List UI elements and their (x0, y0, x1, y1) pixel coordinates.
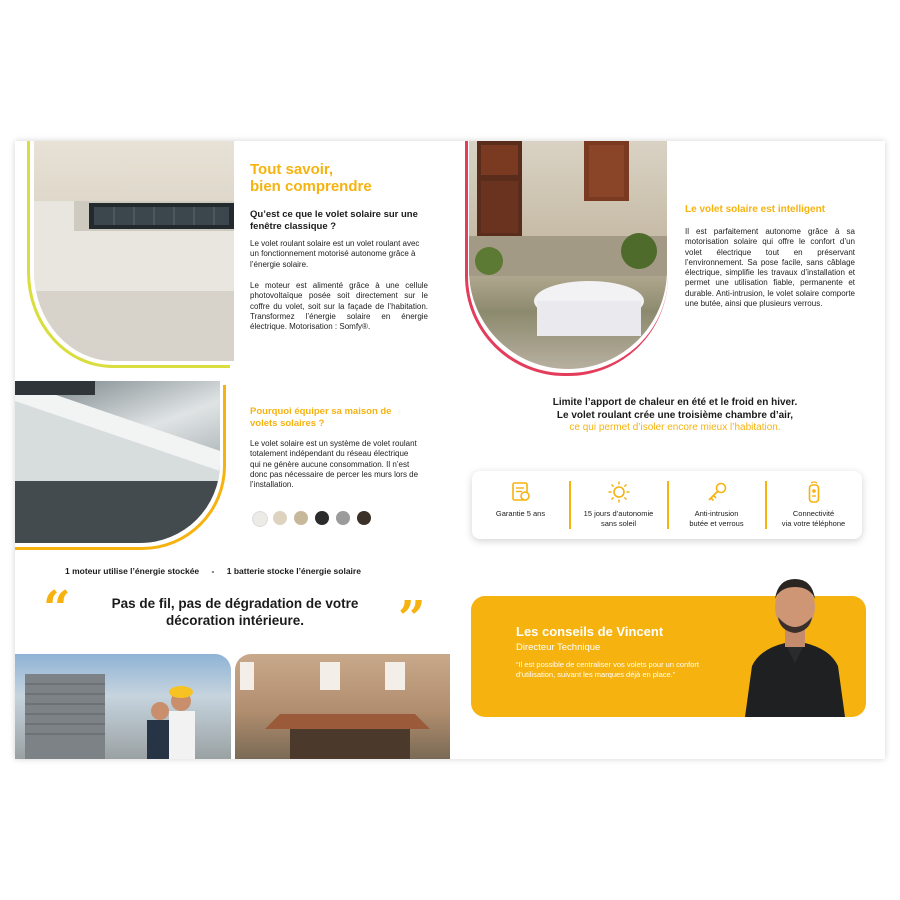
stone-house-illustration (235, 654, 450, 759)
insulation-claim: Limite l’apport de chaleur en été et le froid en hiver. Le volet roulant crée une troisième chambre d’air, ce qui permet d’isoler encore mieux l’habitation. (552, 397, 798, 433)
advisor-portrait (740, 571, 850, 717)
color-swatch-black[interactable] (315, 511, 329, 525)
close-quote-icon: ” (398, 591, 426, 647)
paragraph: Le volet solaire est un système de volet roulant totalement indépendant du réseau électrique qui ne génère aucune consommation. Il n’est donc pas nécessaire de percer les murs lors de l’installation. (250, 439, 419, 490)
remote-icon (803, 481, 825, 503)
house-terrace-photo (469, 141, 667, 369)
color-swatch-grey[interactable] (336, 511, 350, 525)
features-panel (472, 471, 862, 539)
energy-caption: 1 moteur utilise l’énergie stockée - 1 batterie stocke l’énergie solaire (65, 566, 361, 576)
paragraph: Le moteur est alimenté grâce à une cellule photovoltaïque posée soit directement sur le coffre du volet, soit sur la façade de l’habitation. Transformez l’énergie solaire en énergie électrique. Motorisation : Somfy®. (250, 281, 428, 332)
solar-shutter-box-photo (34, 141, 234, 361)
question-heading: Qu’est ce que le volet solaire sur une fenêtre classique ? (250, 209, 418, 232)
color-swatch-brown[interactable] (357, 511, 371, 525)
solar-panel-illustration (34, 141, 234, 361)
advisor-portrait-illustration (740, 571, 850, 717)
advisor-title: Les conseils de Vincent (516, 624, 664, 639)
shutter-profile-photo (15, 381, 220, 543)
color-swatch-beige[interactable] (294, 511, 308, 525)
certificate-icon (510, 481, 532, 503)
installers-photo (15, 654, 231, 759)
feature-autonomy: 15 jours d’autonomie sans soleil (570, 471, 667, 539)
paragraph: Il est parfaitement autonome grâce à sa motorisation solaire qui offre le confort d’un volet électrique tout en préservant l’environnement. Sa pose facile, sans câblage électrique, simplifie les travaux d’installation et permet une utilisation fiable, permanente et durable. Anti-intrusion, le volet solaire comporte une butée, ainsi que plusieurs verrous. (685, 227, 855, 309)
feature-anti-intrusion: Anti-intrusion butée et verrous (668, 471, 765, 539)
color-swatch-white[interactable] (252, 511, 268, 527)
installers-illustration (15, 654, 231, 759)
pull-quote: Pas de fil, pas de dégradation de votre décoration intérieure. (111, 596, 359, 628)
brochure-spread (15, 141, 885, 759)
feature-warranty: Garantie 5 ans (472, 471, 569, 539)
section-title: Tout savoir, bien comprendre (250, 161, 372, 195)
section-title: Le volet solaire est intelligent (685, 204, 826, 215)
shutter-profile-illustration (15, 381, 220, 543)
color-swatch-ivory[interactable] (273, 511, 287, 525)
advisor-quote: “Il est possible de centraliser vos volets pour un confort d’utilisation, suivant les marques déjà en place.” (516, 660, 700, 679)
key-icon (706, 481, 728, 503)
paragraph: Le volet roulant solaire est un volet roulant avec un fonctionnement motorisé autonome grâce à l’énergie solaire. (250, 239, 420, 269)
stone-house-photo (235, 654, 450, 759)
question-heading: Pourquoi équiper sa maison de volets solaires ? (250, 406, 392, 429)
house-illustration (469, 141, 667, 369)
open-quote-icon: “ (43, 581, 71, 637)
sun-icon (608, 481, 630, 503)
feature-connectivity: Connectivité via votre téléphone (765, 471, 862, 539)
advisor-role: Directeur Technique (516, 642, 601, 653)
